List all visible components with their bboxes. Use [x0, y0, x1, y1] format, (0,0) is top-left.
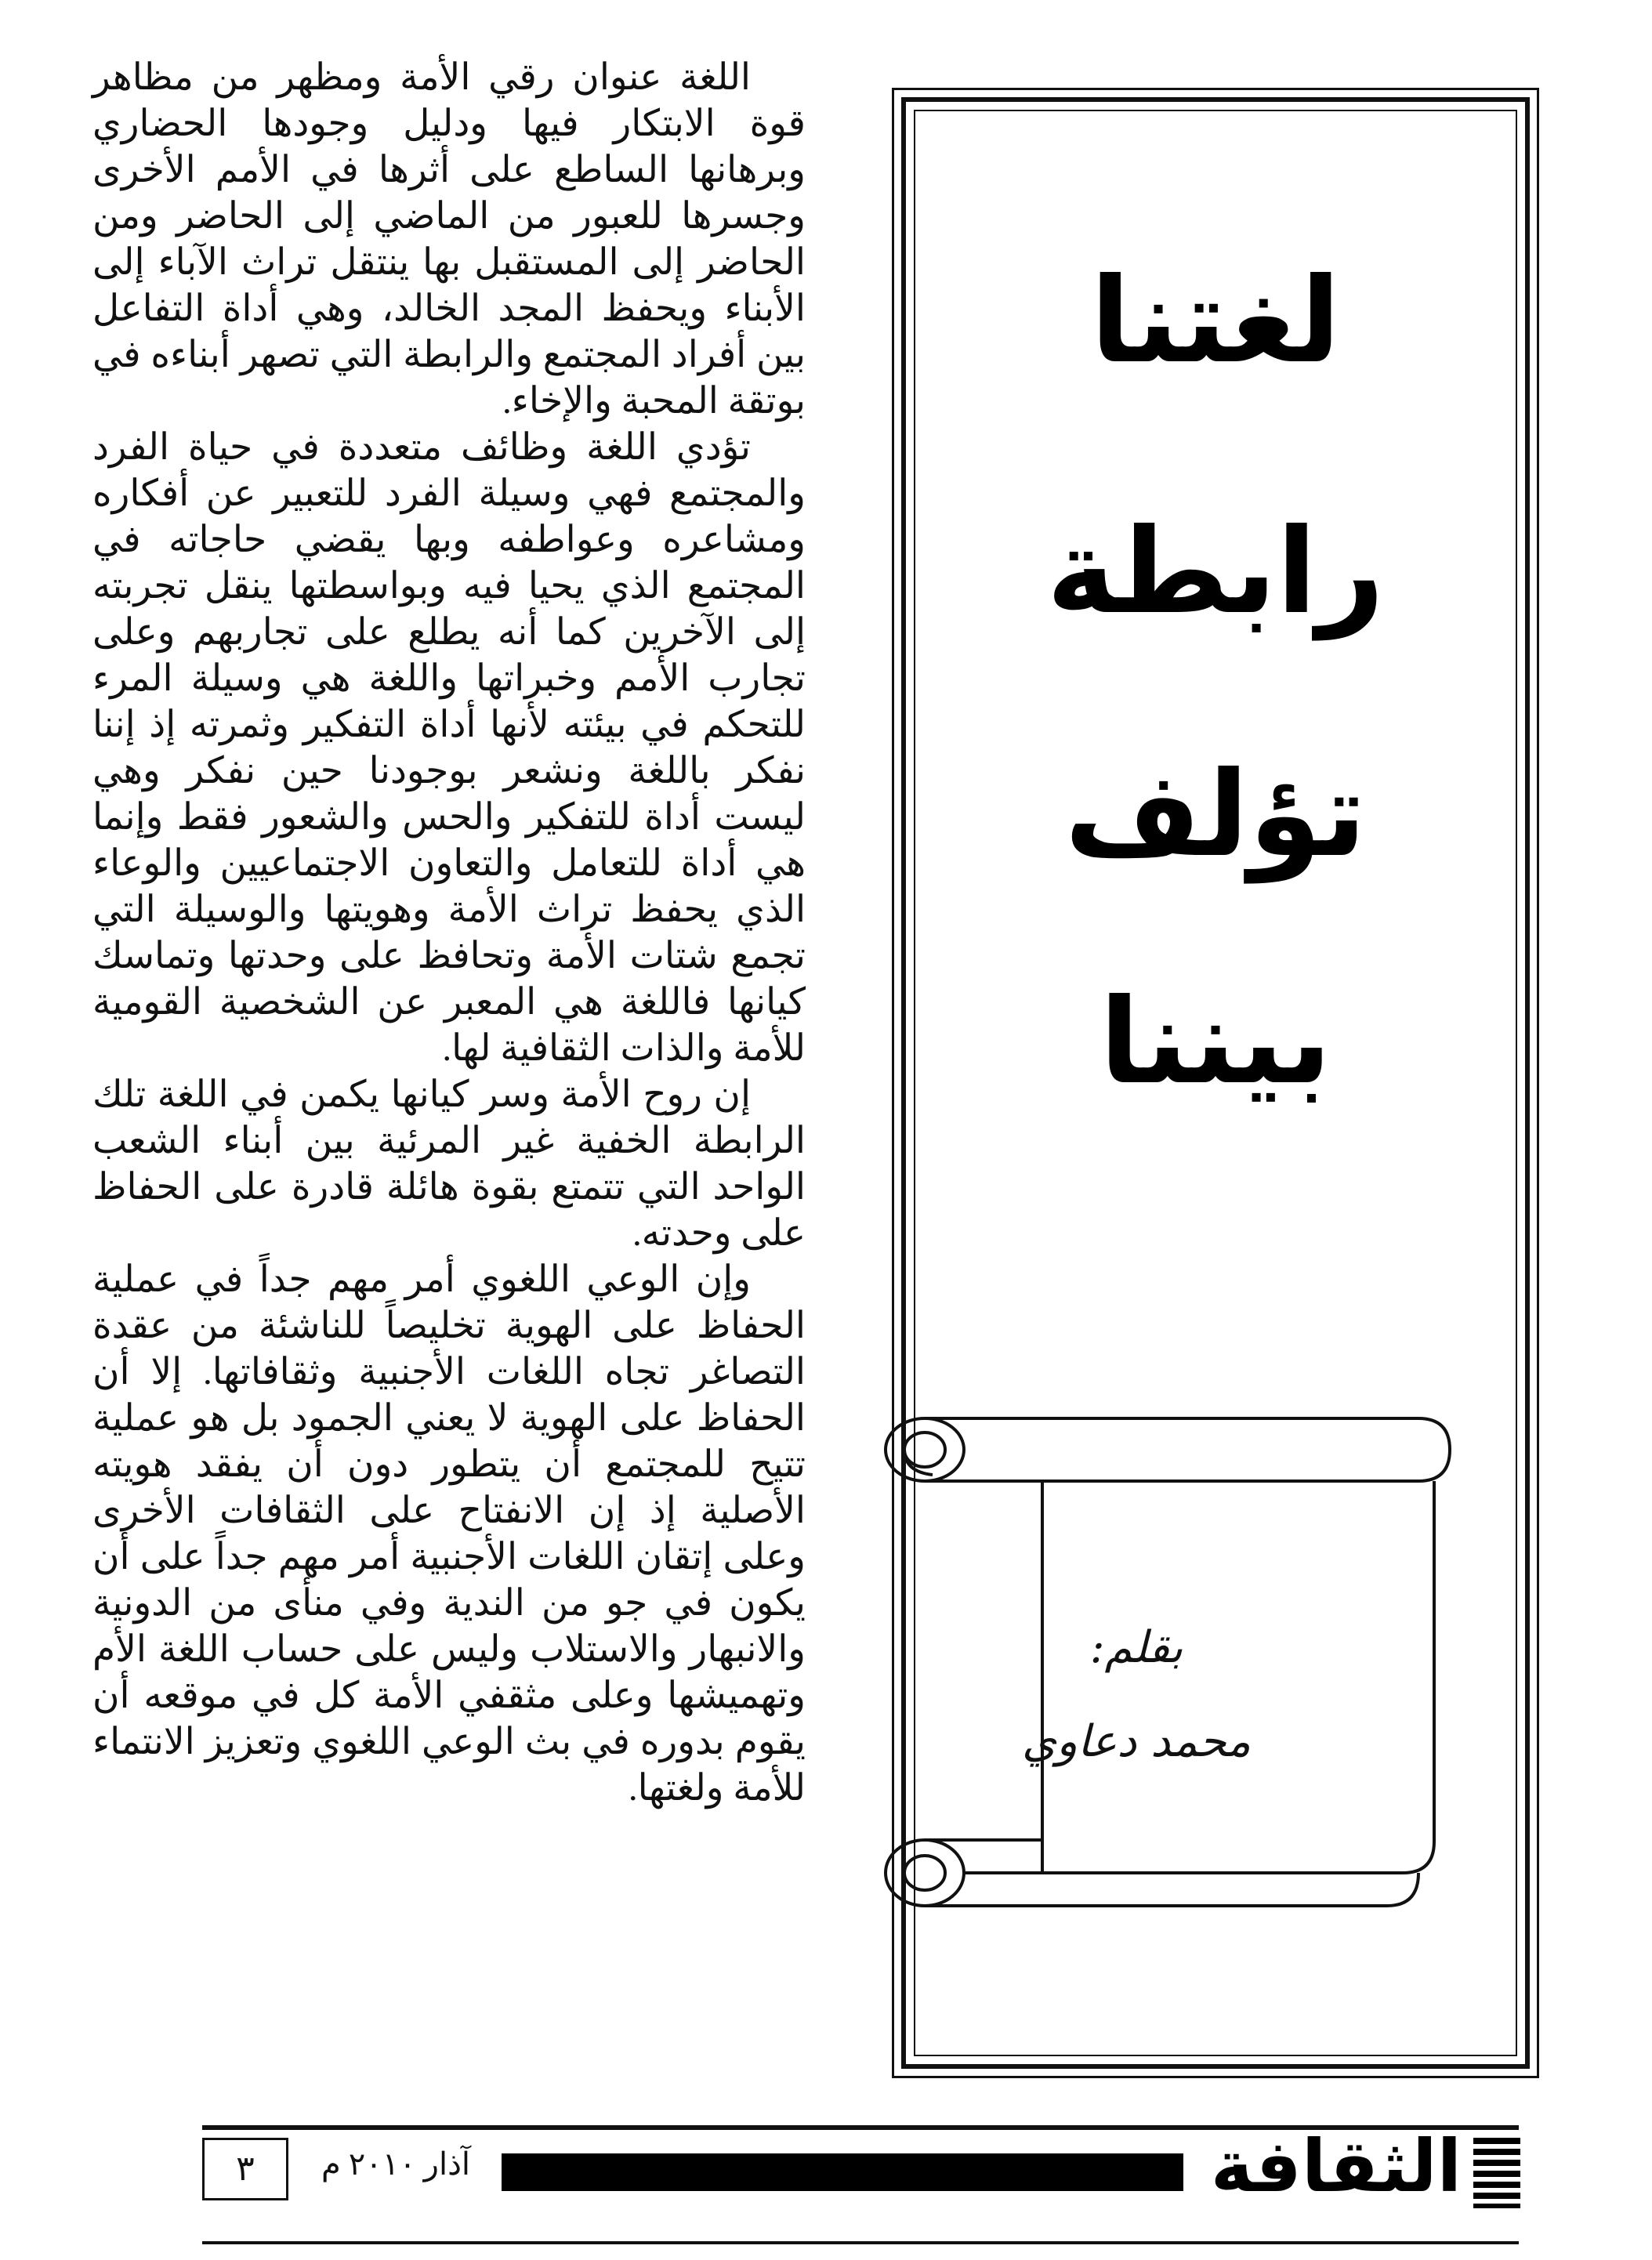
- title-word-3: تؤلف: [1064, 747, 1367, 883]
- article-paragraph: تؤدي اللغة وظائف متعددة في حياة الفرد والمجتمع فهي وسيلة الفرد للتعبير عن أفكاره ومشاعره وعواطفه وبها يقضي حاجاته في المجتمع الذي يحيا فيه وبواسطتها ينقل تجربته إلى الآخرين كما أنه يطلع على تجاربهم وعلى تجارب الأمم وخبراتها واللغة هي وسيلة المرء للتحكم في بيئته لأنها أداة التفكير وثمرته إذ إننا نفكر باللغة ونشعر بوجودنا حين نفكر وهي ليست أداة للتفكير والحس والشعور فقط وإنما هي أداة للتعامل والتعاون الاجتماعيين والوعاء الذي يحفظ تراث الأمة وهويتها والوسيلة التي تجمع شتات الأمة وتحافظ على وحدتها وتماسك كيانها فاللغة هي المعبر عن الشخصية القومية للأمة والذات الثقافية لها.: [92, 427, 806, 1069]
- byline-label: بقلم:: [1089, 1622, 1183, 1673]
- footer-bottom-rule: [202, 2241, 1519, 2244]
- page-number: ٣: [202, 2138, 288, 2200]
- article-paragraph: وإن الوعي اللغوي أمر مهم جداً في عملية الحفاظ على الهوية تخليصاً للناشئة من عقدة التصاغر تجاه اللغات الأجنبية وثقافاتها. إلا أن الحفاظ على الهوية لا يعني الجمود بل هو عملية تتيح للمجتمع أن يتطور دون أن يفقد هويته الأصلية إذ إن الانفتاح على الثقافات الأخرى وعلى إتقان اللغات الأجنبية أمر مهم جداً على أن يكون في جو من الندية وفي منأى من الدونية والانبهار والاستلاب وليس على حساب اللغة الأم وتهميشها وعلى مثقفي الأمة كل في موقعه أن يقوم بدوره في بث الوعي اللغوي وتعزيز الانتماء للأمة ولغتها.: [92, 1259, 806, 1809]
- magazine-logo-text: الثقافة: [1210, 2124, 1462, 2208]
- article-paragraph: إن روح الأمة وسر كيانها يكمن في اللغة تلك الرابطة الخفية غير المرئية بين أبناء الشعب الواحد التي تتمتع بقوة هائلة قادرة على الحفاظ على وحدته.: [92, 1074, 806, 1254]
- article-paragraph: اللغة عنوان رقي الأمة ومظهر من مظاهر قوة الابتكار فيها ودليل وجودها الحضاري وبرهانها الساطع على أثرها في الأمم الأخرى وجسرها للعبور من الماضي إلى الحاضر ومن الحاضر إلى المستقبل بها ينتقل تراث الآباء إلى الأبناء ويحفظ المجد الخالد، وهي أداة التفاعل بين أفراد المجتمع والرابطة التي تصهر أبناءه في بوتقة المحبة والإخاء.: [92, 57, 806, 422]
- footer-black-bar: [502, 2153, 1183, 2191]
- author-name: محمد دعاوي: [1021, 1716, 1251, 1767]
- footer-striped-ornament: [1473, 2138, 1520, 2208]
- article-body: [92, 55, 806, 1812]
- title-word-2: رابطة: [1046, 504, 1385, 640]
- title-word-1: لغتنا: [1090, 253, 1341, 389]
- issue-date: آذار ٢٠١٠ م: [321, 2146, 471, 2182]
- title-word-4: بيننا: [1099, 974, 1332, 1110]
